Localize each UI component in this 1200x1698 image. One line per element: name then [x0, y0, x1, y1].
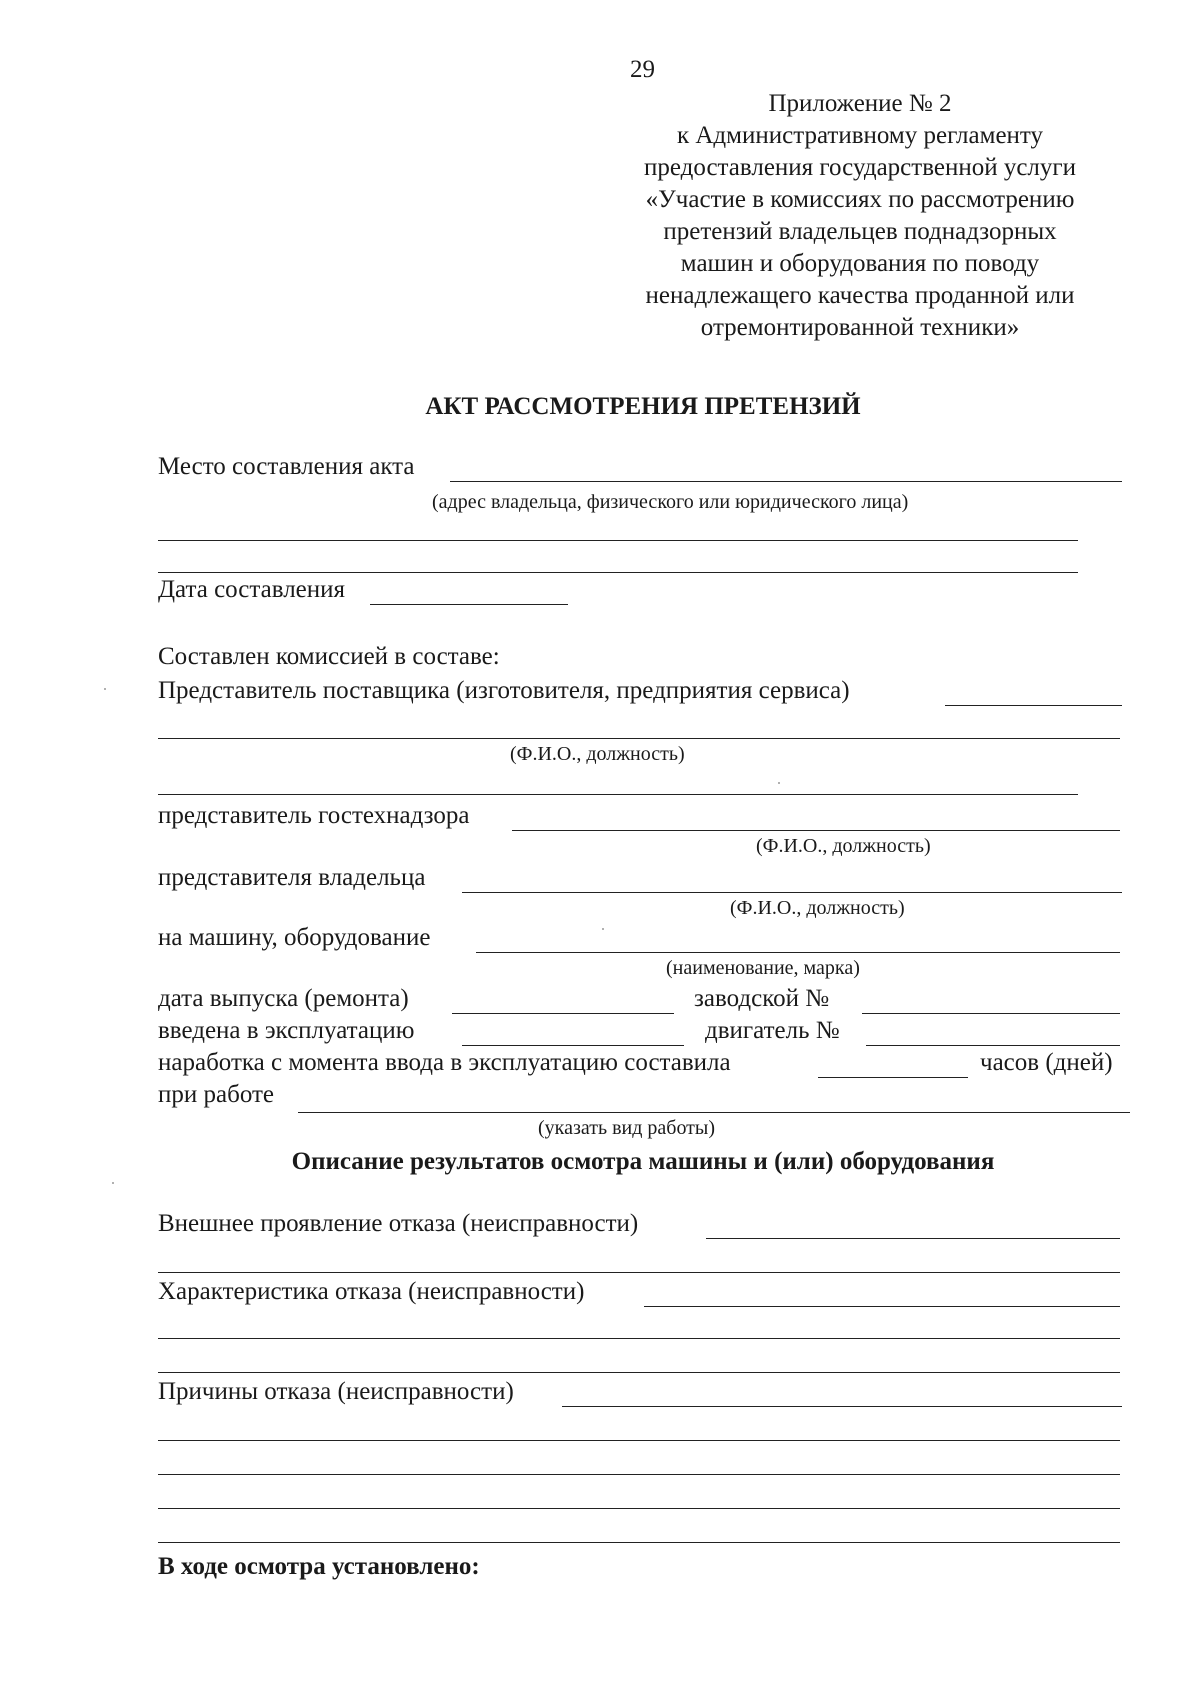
causes-input-line-3[interactable]	[158, 1474, 1120, 1475]
supplier-rep-input-line-2[interactable]	[158, 738, 1120, 739]
external-input-line-2[interactable]	[158, 1272, 1120, 1273]
document-title: АКТ РАССМОТРЕНИЯ ПРЕТЕНЗИЙ	[425, 393, 861, 420]
appendix-line: претензий владельцев поднадзорных	[663, 218, 1057, 245]
owner-rep-input-line[interactable]	[462, 892, 1122, 893]
work-hint: (указать вид работы)	[538, 1117, 716, 1139]
scan-speck	[602, 928, 604, 930]
machine-label: на машину, оборудование	[158, 924, 431, 951]
supplier-rep-hint: (Ф.И.О., должность)	[510, 743, 685, 765]
appendix-line: «Участие в комиссиях по рассмотрению	[645, 186, 1075, 213]
appendix-line: Приложение № 2	[768, 90, 952, 117]
appendix-line: ненадлежащего качества проданной или	[645, 282, 1075, 309]
release-date-input-line[interactable]	[452, 1013, 674, 1014]
commissioned-input-line[interactable]	[462, 1045, 684, 1046]
runtime-label: наработка с момента ввода в эксплуатацию составила	[158, 1049, 731, 1076]
date-input-line[interactable]	[370, 604, 568, 605]
character-input-line-2[interactable]	[158, 1338, 1120, 1339]
owner-rep-label: представителя владельца	[158, 864, 426, 891]
scan-speck	[112, 1182, 114, 1184]
scan-speck	[778, 782, 780, 784]
appendix-line: предоставления государственной услуги	[643, 154, 1077, 181]
page-number: 29	[630, 56, 655, 83]
place-label: Место составления акта	[158, 453, 415, 480]
appendix-line: к Административному регламенту	[676, 122, 1044, 149]
character-input-line-3[interactable]	[158, 1372, 1120, 1373]
release-date-label: дата выпуска (ремонта)	[158, 985, 409, 1012]
findings-heading: В ходе осмотра установлено:	[158, 1553, 480, 1580]
causes-input-line-5[interactable]	[158, 1542, 1120, 1543]
place-input-line-2[interactable]	[158, 540, 1078, 541]
commissioned-label: введена в эксплуатацию	[158, 1017, 415, 1044]
work-input-line[interactable]	[298, 1112, 1130, 1113]
machine-input-line[interactable]	[476, 952, 1120, 953]
appendix-line: машин и оборудования по поводу	[680, 250, 1040, 277]
causes-label: Причины отказа (неисправности)	[158, 1378, 514, 1405]
place-input-line-3[interactable]	[158, 572, 1078, 573]
commission-label: Составлен комиссией в составе:	[158, 643, 500, 670]
engine-label: двигатель №	[705, 1017, 840, 1044]
work-label: при работе	[158, 1081, 275, 1108]
appendix-line: отремонтированной техники»	[700, 314, 1020, 341]
place-input-line[interactable]	[450, 481, 1122, 482]
supplier-rep-input-line[interactable]	[945, 705, 1122, 706]
runtime-units: часов (дней)	[980, 1049, 1113, 1076]
scan-speck	[104, 688, 106, 690]
supplier-rep-label: Представитель поставщика (изготовителя, предприятия сервиса)	[158, 677, 850, 704]
appendix-block	[600, 90, 1120, 346]
gostech-rep-label: представитель гостехнадзора	[158, 802, 470, 829]
date-label: Дата составления	[158, 576, 346, 603]
causes-input-line-4[interactable]	[158, 1508, 1120, 1509]
inspection-heading: Описание результатов осмотра машины и (или) оборудования	[291, 1148, 995, 1175]
gostech-rep-hint: (Ф.И.О., должность)	[756, 835, 931, 857]
serial-input-line[interactable]	[862, 1013, 1120, 1014]
supplier-rep-input-line-3[interactable]	[158, 794, 1078, 795]
causes-input-line-2[interactable]	[158, 1440, 1120, 1441]
machine-hint: (наименование, марка)	[666, 957, 860, 979]
runtime-input-line[interactable]	[818, 1077, 968, 1078]
character-input-line[interactable]	[644, 1306, 1120, 1307]
place-hint: (адрес владельца, физического или юридического лица)	[432, 491, 909, 513]
external-input-line[interactable]	[706, 1238, 1120, 1239]
causes-input-line[interactable]	[562, 1406, 1122, 1407]
engine-input-line[interactable]	[866, 1045, 1120, 1046]
serial-label: заводской №	[694, 985, 830, 1012]
gostech-rep-input-line[interactable]	[512, 830, 1120, 831]
owner-rep-hint: (Ф.И.О., должность)	[730, 897, 905, 919]
external-label: Внешнее проявление отказа (неисправности)	[158, 1210, 639, 1237]
character-label: Характеристика отказа (неисправности)	[158, 1278, 585, 1305]
